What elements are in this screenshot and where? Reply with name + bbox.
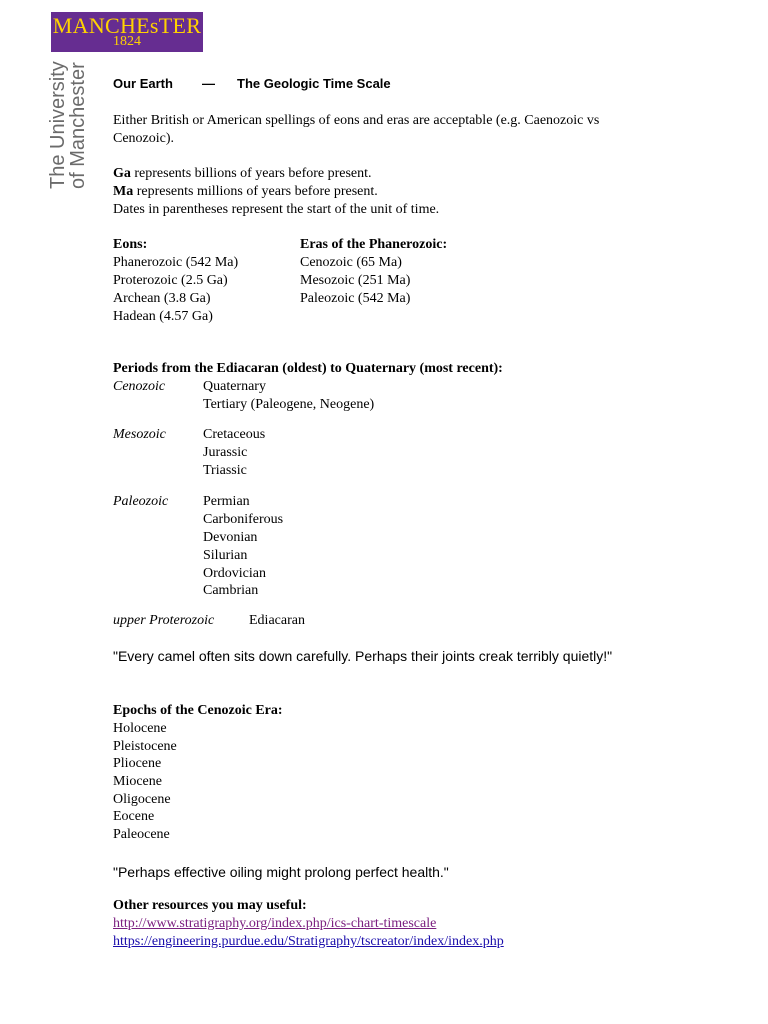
period-item: Triassic	[203, 463, 247, 478]
period-item: Cambrian	[203, 583, 259, 598]
title-dash: —	[202, 76, 215, 91]
epoch-item: Holocene	[113, 721, 167, 736]
note-ga-term: Ga	[113, 166, 131, 181]
note-ga	[113, 165, 372, 183]
stratigraphy-link[interactable]: http://www.stratigraphy.org/index.php/ics-chart-timescale	[113, 916, 437, 931]
period-era-label: Cenozoic	[113, 379, 166, 394]
epoch-item: Miocene	[113, 774, 162, 789]
periods-heading: Periods from the Ediacaran (oldest) to Quaternary (most recent):	[113, 361, 503, 376]
period-item: Silurian	[203, 548, 248, 563]
logo-name: MANCHEsTER	[52, 13, 202, 38]
note-dates: Dates in parentheses represent the start of the unit of time.	[113, 202, 440, 217]
period-era-label: Paleozoic	[113, 494, 169, 509]
logo-year: 1824	[113, 34, 141, 49]
period-item: Permian	[203, 494, 250, 509]
page-title: The Geologic Time Scale	[237, 76, 391, 91]
epoch-item: Pliocene	[113, 756, 162, 771]
note-ga-text: represents billions of years before present.	[130, 166, 372, 181]
university-side-label	[48, 9, 94, 189]
epochs-heading: Epochs of the Cenozoic Era:	[113, 703, 283, 718]
epoch-item: Oligocene	[113, 792, 171, 807]
note-ma-text: represents millions of years before present.	[133, 184, 378, 199]
intro-line1: Either British or American spellings of eons and eras are acceptable (e.g. Caenozoic vs	[113, 113, 600, 128]
intro-line2: Cenozoic).	[113, 131, 175, 146]
period-item: Carboniferous	[203, 512, 284, 527]
era-item: Mesozoic (251 Ma)	[300, 273, 411, 288]
period-item: Cretaceous	[203, 427, 266, 442]
period-item: Ediacaran	[249, 613, 305, 628]
period-item: Jurassic	[203, 445, 248, 460]
eon-item: Proterozoic (2.5 Ga)	[113, 273, 228, 288]
epoch-item: Eocene	[113, 809, 155, 824]
eon-item: Phanerozoic (542 Ma)	[113, 255, 239, 270]
period-era-label: Mesozoic	[113, 427, 166, 442]
period-era-label: upper Proterozoic	[113, 613, 215, 628]
period-item: Tertiary (Paleogene, Neogene)	[203, 397, 375, 412]
mnemonic-periods: "Every camel often sits down carefully. Perhaps their joints creak terribly quietly!"	[113, 648, 613, 664]
period-item: Quaternary	[203, 379, 266, 394]
eon-item: Archean (3.8 Ga)	[113, 291, 211, 306]
eons-heading: Eons:	[113, 237, 148, 252]
period-item: Devonian	[203, 530, 258, 545]
period-item: Ordovician	[203, 566, 266, 581]
title-part1: Our Earth	[113, 76, 173, 91]
epoch-item: Paleocene	[113, 827, 170, 842]
eon-item: Hadean (4.57 Ga)	[113, 309, 213, 324]
era-item: Paleozoic (542 Ma)	[300, 291, 411, 306]
note-ma-term: Ma	[113, 184, 134, 199]
mnemonic-epochs: "Perhaps effective oiling might prolong perfect health."	[113, 864, 449, 880]
side-label-line1: The University	[47, 61, 69, 189]
era-item: Cenozoic (65 Ma)	[300, 255, 402, 270]
note-ma	[113, 183, 378, 201]
side-label-line2: of Manchester	[67, 62, 89, 189]
eras-heading: Eras of the Phanerozoic:	[300, 237, 448, 252]
epoch-item: Pleistocene	[113, 739, 177, 754]
purdue-tscreator-link[interactable]: https://engineering.purdue.edu/Stratigraphy/tscreator/index/index.php	[113, 934, 504, 949]
resources-heading: Other resources you may useful:	[113, 898, 307, 913]
